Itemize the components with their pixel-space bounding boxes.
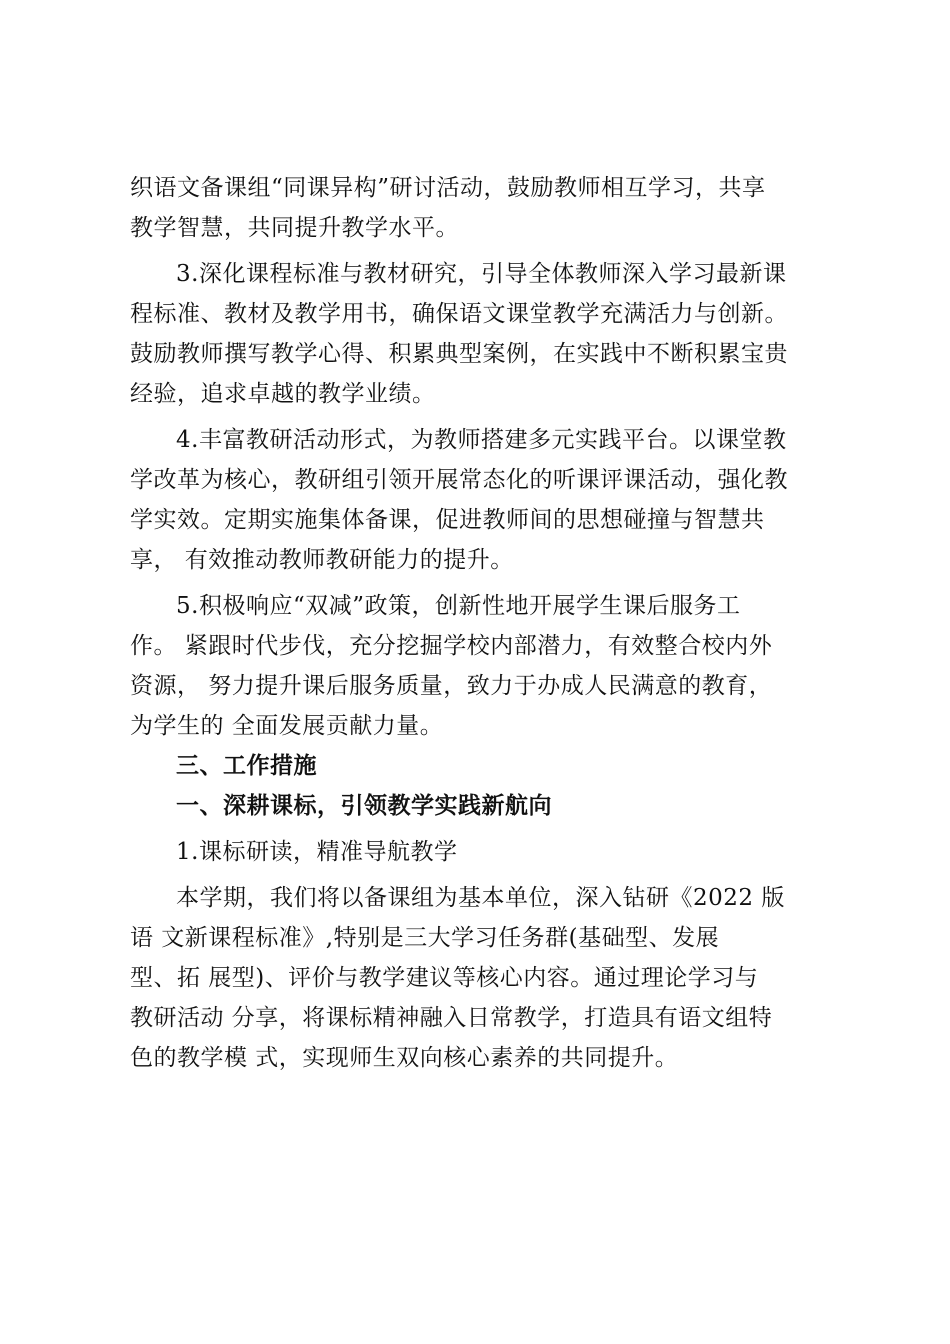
text-line: 5.积极响应“双减”政策，创新性地开展学生课后服务工 <box>176 593 741 619</box>
text-line: 学实效。定期实施集体备课，促进教师间的思想碰撞与智慧共 <box>130 507 765 533</box>
text-line: 程标准、教材及教学用书，确保语文课堂教学充满活力与创新。 <box>130 301 788 327</box>
subsection-heading: 一、深耕课标，引领教学实践新航向 <box>176 793 552 819</box>
paragraph-collaboration <box>130 168 840 248</box>
text-line: 3.深化课程标准与教材研究，引导全体教师深入学习最新课 <box>176 261 787 287</box>
text-line: 作。 紧跟时代步伐，充分挖掘学校内部潜力，有效整合校内外 <box>130 633 773 659</box>
text-line: 经验，追求卓越的教学业绩。 <box>130 381 436 407</box>
paragraph-curriculum-study <box>130 878 840 1078</box>
text-line: 鼓励教师撰写教学心得、积累典型案例，在实践中不断积累宝贵 <box>130 341 788 367</box>
text-line: 教学智慧，共同提升教学水平。 <box>130 215 459 241</box>
text-line: 学改革为核心，教研组引领开展常态化的听课评课活动，强化教 <box>130 467 788 493</box>
text-line: 4.丰富教研活动形式，为教师搭建多元实践平台。以课堂教 <box>176 427 787 453</box>
paragraph-item-4 <box>130 420 840 580</box>
text-line: 本学期，我们将以备课组为基本单位，深入钻研《2022 版 <box>176 885 785 911</box>
text-line: 享， 有效推动教师教研能力的提升。 <box>130 547 514 573</box>
section-heading: 三、工作措施 <box>176 753 317 779</box>
paragraph-item-3 <box>130 254 840 414</box>
paragraph-item-5 <box>130 586 840 746</box>
text-line: 资源， 努力提升课后服务质量，致力于办成人民满意的教育， <box>130 673 773 699</box>
text-line: 色的教学模 式，实现师生双向核心素养的共同提升。 <box>130 1045 679 1071</box>
text-line: 型、拓 展型)、评价与教学建议等核心内容。通过理论学习与 <box>130 965 759 991</box>
text-line: 教研活动 分享，将课标精神融入日常教学，打造具有语文组特 <box>130 1005 773 1031</box>
document-page <box>130 168 840 1078</box>
text-line: 织语文备课组“同课异构”研讨活动，鼓励教师相互学习，共享 <box>130 175 766 201</box>
text-line: 为学生的 全面发展贡献力量。 <box>130 713 444 739</box>
item-heading: 1.课标研读，精准导航教学 <box>176 839 458 865</box>
text-line: 语 文新课程标准》,特别是三大学习任务群(基础型、发展 <box>130 925 720 951</box>
